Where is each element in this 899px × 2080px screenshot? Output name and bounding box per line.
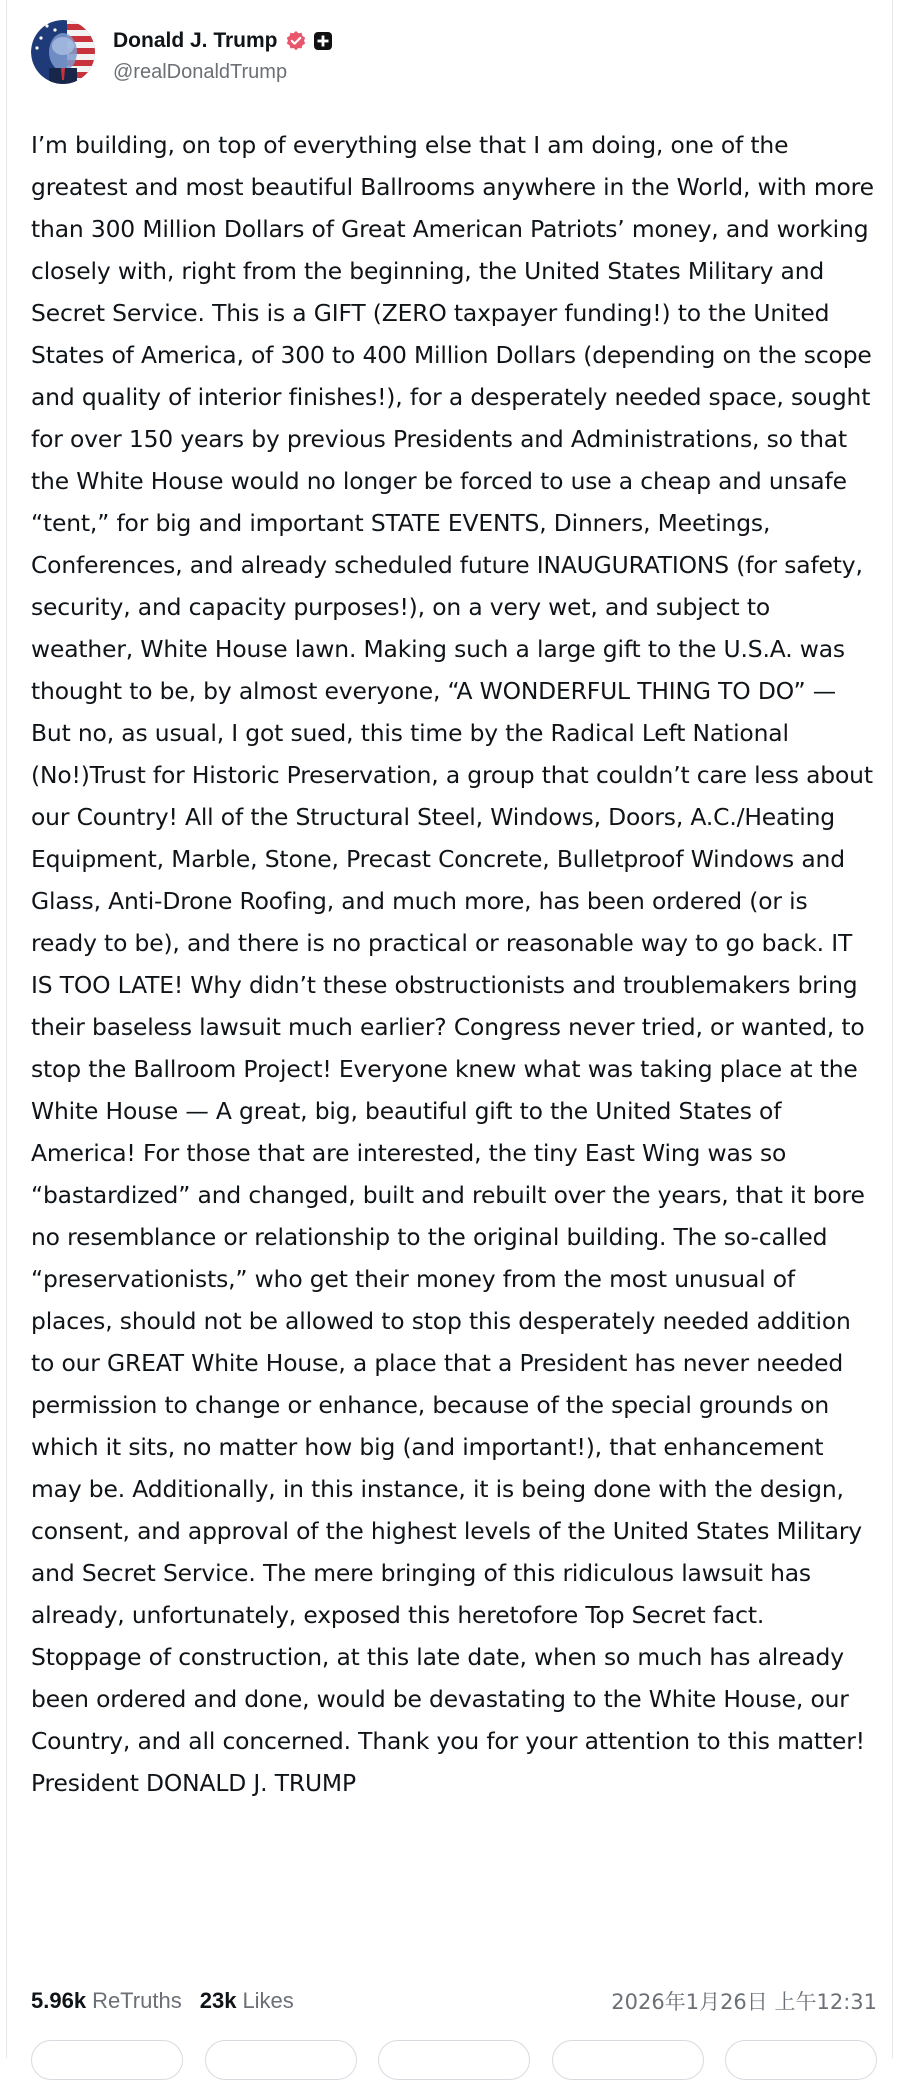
plus-badge-icon [312,30,334,52]
flag-portrait-avatar-icon [31,20,95,84]
likes-count: 23k [199,1988,237,2013]
retruths-label: ReTruths [92,1988,182,2013]
post-timestamp[interactable]: 2026年1月26日 上午12:31 [611,1990,877,2014]
verified-badge-icon [285,30,307,52]
post-text: I’m building, on top of everything else that I am doing, one of the greatest and most beautiful Ballrooms anywhere in the World, with more than 300 Million Dollars of Great American Patriots’ money, and working closely with, right from the beginning, the United States Military and Secret Service. This is a GIFT (ZERO taxpayer funding!) to the United States of America, of 300 to 400 Million Dollars (depending on the scope and quality of interior finishes!), for a desperately needed space, sought for over 150 years by previous Presidents and Administrations, so that the White House would no longer be forced to use a cheap and unsafe “tent,” for big and important STATE EVENTS, Dinners, Meetings, Conferences, and already scheduled future INAUGURATIONS (for safety, security, and capacity purposes!), on a very wet, and subject to weather, White House lawn. Making such a large gift to the U.S.A. was thought to be, by almost everyone, “A WONDERFUL THING TO DO” — But no, as usual, I got sued, this time by the Radical Left National (No!)Trust for Historic Preservation, a group that couldn’t care less about our Country! All of the Structural Steel, Windows, Doors, A.C./Heating Equipment, Marble, Stone, Precast Concrete, Bulletproof Windows and Glass, Anti-Drone Roofing, and much more, has been ordered (or is ready to be), and there is no practical or reasonable way to go back. IT IS TOO LATE! Why didn’t these obstructionists and troublemakers bring their baseless lawsuit much earlier? Congress never tried, or wanted, to stop the Ballroom Project! Everyone knew what was taking place at the White House — A great, big, beautiful gift to the United States of America! For those that are interested, the tiny East Wing was so “bastardized” and changed, built and rebuilt over the years, that it bore no resemblance or relationship to the original building. The so-called “preservationists,” who get their money from the most unusual of places, should not be allowed to stop this desperately needed addition to our GREAT White House, a place that a President has never needed permission to change or enhance, because of the special grounds on which it sits, no matter how big (and important!), that enhancement may be. Additionally, in this instance, it is being done with the design, consent, and approval of the highest levels of the United States Military and Secret Service. The mere bringing of this ridiculous lawsuit has already, unfortunately, exposed this heretofore Top Secret fact. Stoppage of construction, at this late date, when so much has already been ordered and done, would be devastating to the White House, our Country, and all concerned. Thank you for your attention to this matter! President DONALD J. TRUMP [31,131,874,1797]
avatar[interactable] [31,20,95,84]
retruth-button[interactable] [205,2040,357,2080]
more-button[interactable] [725,2040,877,2080]
retruths-count: 5.96k [31,1988,87,2013]
reply-button[interactable] [31,2040,183,2080]
author-block [113,27,334,84]
post-card [6,0,893,2058]
display-name[interactable]: Donald J. Trump [113,29,278,52]
likes-stat[interactable] [200,1988,294,2014]
like-button[interactable] [378,2040,530,2080]
action-bar [31,2040,877,2080]
share-button[interactable] [552,2040,704,2080]
post-header [31,20,334,90]
user-handle[interactable]: @realDonaldTrump [113,61,288,83]
name-row [113,27,334,55]
retruths-stat[interactable] [31,1988,182,2014]
likes-label: Likes [242,1988,294,2013]
engagement-stats [31,1985,877,2017]
